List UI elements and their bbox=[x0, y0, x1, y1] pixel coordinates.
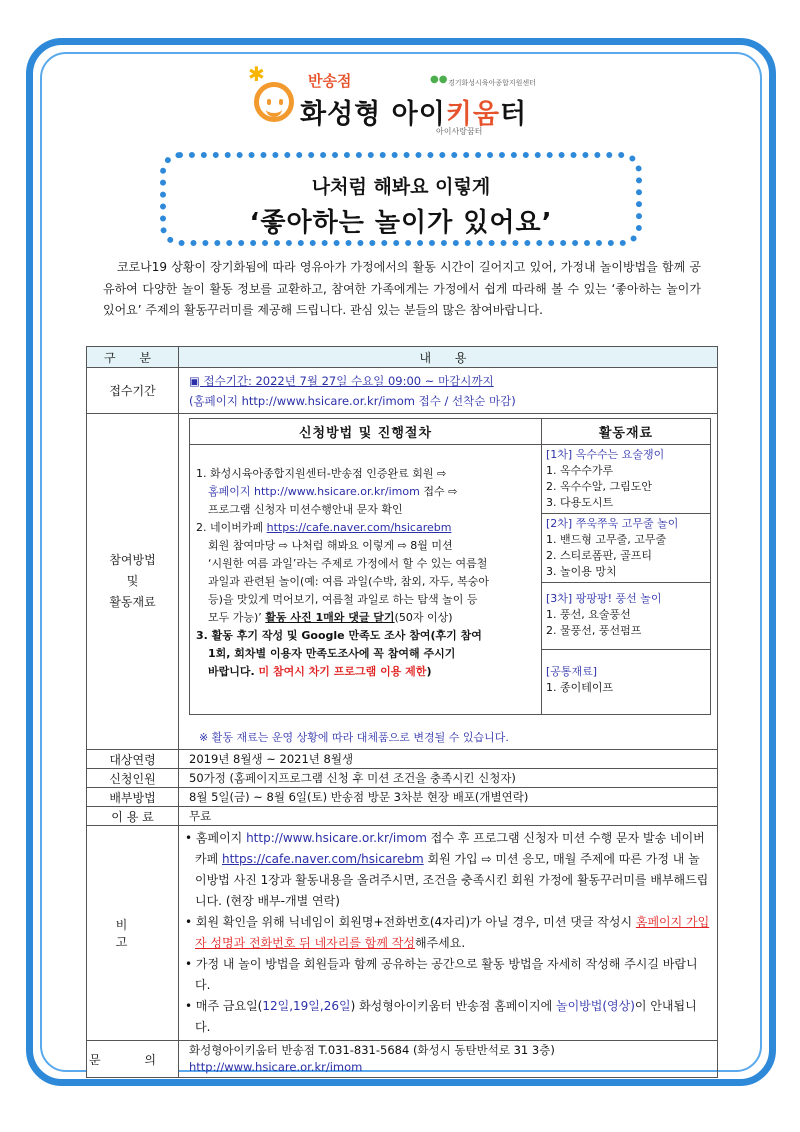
materials-list bbox=[542, 445, 711, 715]
fee-label: 이 용 료 bbox=[87, 807, 179, 826]
method-label-3: 활동재료 bbox=[109, 595, 156, 609]
step2-cafe-link[interactable]: https://cafe.naver.com/hsicarebm bbox=[266, 521, 452, 534]
logo-main-prefix: 화성형 아이 bbox=[300, 99, 446, 130]
center-mark-icon: ●● bbox=[430, 74, 448, 85]
center-logo bbox=[248, 64, 568, 138]
logo-center-name: 경기화성시육아종합지원센터 bbox=[448, 79, 536, 87]
method-inner-table bbox=[189, 418, 711, 715]
materials-group-4: [공통재료] 1. 종이테이프 bbox=[546, 665, 614, 694]
dist-row bbox=[87, 788, 718, 807]
sparkle-icon: ✱ bbox=[248, 62, 265, 86]
period-content bbox=[179, 368, 718, 414]
materials-group-2: [2차] 쭈욱쭈욱 고무줄 놀이 1. 밴드형 고무줄, 고무줄 2. 스티로폼판, 골프티 3. 놀이용 망치 bbox=[542, 514, 710, 583]
method-label-2: 및 bbox=[126, 574, 139, 588]
method-label-1: 참여방법 bbox=[109, 553, 156, 567]
count-row bbox=[87, 769, 718, 788]
header-content: 내 용 bbox=[179, 347, 718, 368]
contact-label: 문 의 bbox=[87, 1041, 179, 1078]
materials-header: 활동재료 bbox=[542, 419, 711, 445]
remarks-row bbox=[87, 826, 718, 1041]
age-row bbox=[87, 750, 718, 769]
count-label: 신청인원 bbox=[87, 769, 179, 788]
step2-b: 회원 참여마당 ⇨ 나처럼 해봐요 이렇게 ⇨ 8월 미션 bbox=[208, 539, 453, 552]
header-label: 구 분 bbox=[87, 347, 179, 368]
age-value: 2019년 8월생 ~ 2021년 8월생 bbox=[179, 750, 718, 769]
step2-a: 2. 네이버카페 https://cafe.naver.com/hsicarebm bbox=[196, 521, 452, 534]
title-box bbox=[160, 152, 642, 246]
dist-label: 배부방법 bbox=[87, 788, 179, 807]
step1-c: 프로그램 신청자 미션수행안내 문자 확인 bbox=[208, 503, 403, 516]
period-label: 접수기간 bbox=[87, 368, 179, 414]
step3-c: 바랍니다. 미 참여시 차기 프로그램 이용 제한) bbox=[208, 665, 432, 678]
remark-2: • 회원 확인을 위해 닉네임이 회원명+전화번호(4자리)가 아닐 경우, 미션 댓글 작성시 홈페이지 가입자 성명과 전화번호 뒤 네자리를 함께 작성해주세요. bbox=[185, 915, 710, 950]
fee-row bbox=[87, 807, 718, 826]
step2-c: ‘시원한 여름 과일’라는 주제로 가정에서 할 수 있는 여름철 bbox=[208, 557, 488, 570]
step3-b: 1회, 회차별 이용자 만족도조사에 꼭 참여해 주시기 bbox=[208, 647, 456, 660]
program-table bbox=[86, 346, 718, 1078]
step2-e: 등)을 맛있게 먹어보기, 여름철 과일로 하는 탐색 놀이 등 bbox=[208, 593, 478, 606]
method-label bbox=[87, 414, 179, 750]
remarks-label: 비 고 bbox=[87, 826, 179, 1041]
count-value: 50가정 (홈페이지프로그램 신청 후 미션 조건을 충족시킨 신청자) bbox=[179, 769, 718, 788]
intro-paragraph: 코로나19 상황이 장기화됨에 따라 영유아가 가정에서의 활동 시간이 길어지고 있어, 가정내 놀이방법을 함께 공유하여 다양한 놀이 활동 정보를 교환하고, 참여한 가족에게는 가정에서 쉽게 따라해 볼 수 있는 ‘좋아하는 놀이가 있어요’ 주제의 활동꾸러미를 제공해 드립니다. 관심 있는 분들의 많은 참여바랍니다. bbox=[103, 260, 701, 317]
logo-main-suffix: 터 bbox=[499, 99, 528, 130]
step1-a: 1. 화성시육아종합지원센터-반송점 인증완료 회원 ⇨ bbox=[196, 467, 447, 480]
materials-group-1: [1차] 옥수수는 요술쟁이 1. 옥수수가루 2. 옥수수알, 그림도안 3. 다용도시트 bbox=[542, 445, 710, 514]
remark-cafe-link[interactable]: https://cafe.naver.com/hsicarebm bbox=[222, 852, 424, 866]
materials-group-3: [3차] 팡팡팡! 풍선 놀이 1. 풍선, 요술풍선 2. 물풍선, 풍선펌프 bbox=[542, 583, 710, 650]
materials-note: ※ 활동 재료는 운영 상황에 따라 대체품으로 변경될 수 있습니다. bbox=[199, 731, 509, 744]
logo-branch: 반송점 bbox=[308, 72, 352, 90]
step1-b: 홈페이지 http://www.hsicare.or.kr/imom 접수 ⇨ bbox=[208, 485, 458, 498]
step3-a: 3. 활동 후기 작성 및 Google 만족도 조사 참여(후기 참여 bbox=[196, 629, 482, 642]
logo-main-name bbox=[300, 92, 527, 131]
remarks-content bbox=[179, 826, 718, 1041]
step2-f: 모두 가능)’ 활동 사진 1매와 댓글 달기(50자 이상) bbox=[208, 611, 453, 624]
period-row bbox=[87, 368, 718, 414]
method-row bbox=[87, 414, 718, 750]
smile-face-icon bbox=[254, 82, 294, 122]
remark-4: • 매주 금요일(12일,19일,26일) 화성형아이키움터 반송점 홈페이지에 놀이방법(영상)이 안내됩니다. bbox=[185, 999, 697, 1034]
title-line1: 나처럼 해봐요 이렇게 bbox=[311, 176, 491, 198]
step1-link[interactable]: 홈페이지 http://www.hsicare.or.kr/imom bbox=[208, 485, 420, 498]
fee-value: 무료 bbox=[179, 807, 718, 826]
step2-d: 과일과 관련된 놀이(예: 여름 과일(수박, 참외, 자두, 복숭아 bbox=[208, 575, 490, 588]
period-line1: ▣ 접수기간: 2022년 7월 27일 수요일 09:00 ~ 마감시까지 bbox=[189, 373, 494, 388]
steps-list bbox=[190, 445, 542, 715]
contact-link[interactable]: http://www.hsicare.or.kr/imom bbox=[189, 1060, 363, 1074]
table-header-row bbox=[87, 347, 718, 368]
age-label: 대상연령 bbox=[87, 750, 179, 769]
period-line2: (홈페이지 http://www.hsicare.or.kr/imom 접수 / 선착순 마감) bbox=[189, 393, 516, 408]
remark-home-link[interactable]: http://www.hsicare.or.kr/imom bbox=[246, 831, 427, 845]
contact-line1: 화성형아이키움터 반송점 T.031-831-5684 (화성시 동탄반석로 31 3층) bbox=[189, 1043, 555, 1057]
logo-main-keyword: 키움 bbox=[445, 99, 500, 130]
contact-content bbox=[179, 1041, 718, 1078]
contact-row bbox=[87, 1041, 718, 1078]
steps-header: 신청방법 및 진행절차 bbox=[190, 419, 542, 445]
dist-value: 8월 5일(금) ~ 8월 6일(토) 반송점 방문 3차분 현장 배포(개별연락) bbox=[179, 788, 718, 807]
logo-sub-name: 아이사랑꿈터 bbox=[436, 127, 483, 136]
method-content bbox=[179, 414, 718, 750]
remark-1: • 홈페이지 http://www.hsicare.or.kr/imom 접수 후 프로그램 신청자 미션 수행 문자 발송 네이버카페 https://cafe.naver.com/hsicarebm 회원 가입 ⇨ 미션 응모, 매월 주제에 따른 가정 내 놀이방법 사진 1장과 활동내용을 올려주시면, 조건을 충족시킨 회원 가정에 활동꾸러미를 배부해드립니다. (현장 배부-개별 연락) bbox=[185, 831, 709, 908]
remark-3: • 가정 내 놀이 방법을 회원들과 함께 공유하는 공간으로 활동 방법을 자세히 작성해 주시길 바랍니다. bbox=[185, 957, 698, 992]
title-line2: ‘좋아하는 놀이가 있어요’ bbox=[249, 208, 553, 238]
